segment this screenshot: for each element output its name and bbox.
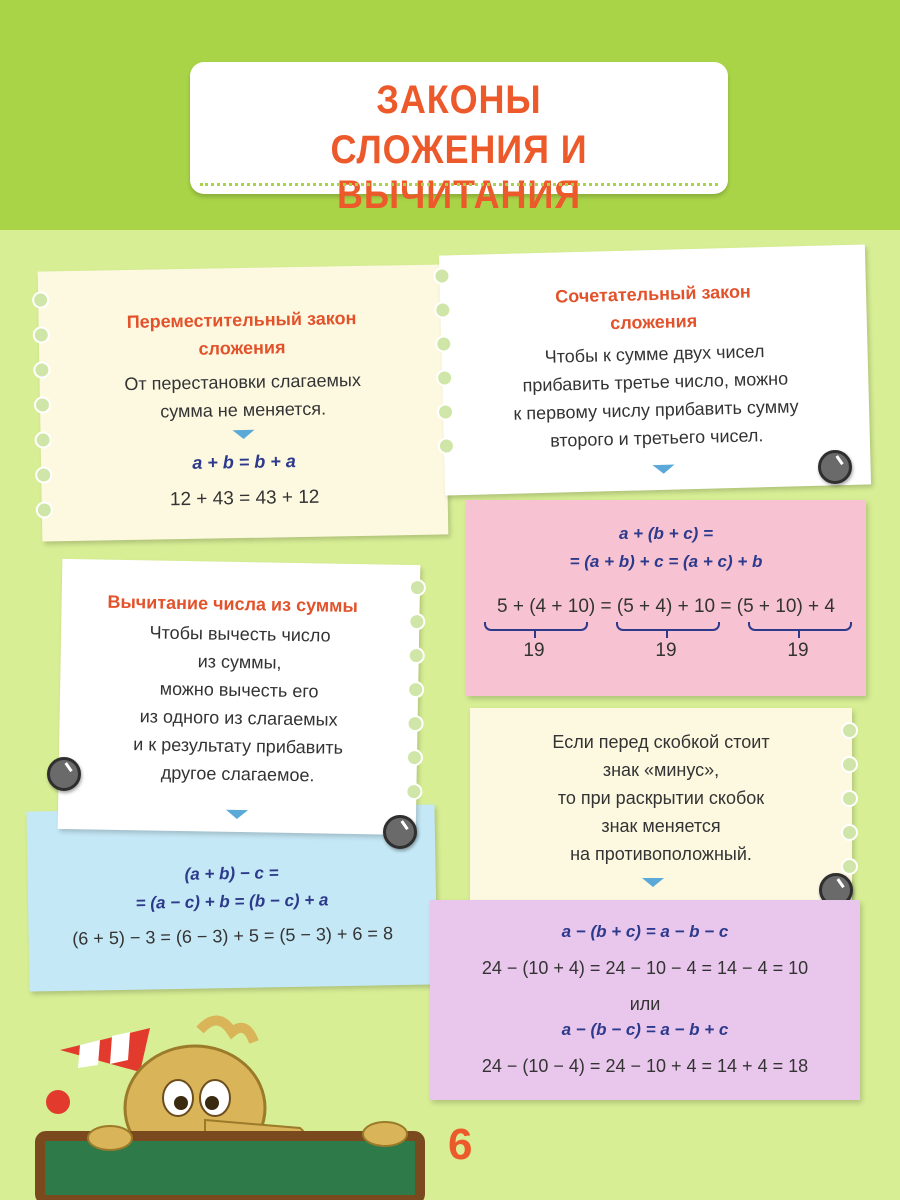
associative-text-line: прибавить третье число, можно bbox=[522, 368, 789, 396]
subtraction-example: (6 + 5) − 3 = (6 − 3) + 5 = (5 − 3) + 6 = 8 bbox=[72, 923, 394, 949]
pushpin-icon bbox=[383, 815, 417, 849]
pushpin-icon bbox=[818, 450, 852, 484]
associative-text-line: Чтобы к сумме двух чисел bbox=[544, 341, 765, 367]
associative-formula-card bbox=[466, 500, 866, 696]
commutative-text-line: сумма не меняется. bbox=[160, 398, 327, 422]
down-arrow-icon bbox=[642, 878, 664, 887]
title-dotted-border bbox=[200, 183, 718, 186]
down-arrow-icon bbox=[652, 465, 674, 475]
brackets-text-line: Если перед скобкой стоит bbox=[552, 732, 770, 752]
mascot-hair bbox=[200, 1020, 254, 1042]
down-arrow-icon bbox=[226, 810, 248, 819]
or-label: или bbox=[629, 994, 661, 1014]
title-box bbox=[190, 62, 728, 217]
result-value: 19 bbox=[655, 640, 677, 661]
commutative-heading-line2: сложения bbox=[198, 337, 286, 359]
brackets-text-line: на противоположный. bbox=[570, 844, 752, 864]
commutative-formula: a + b = b + a bbox=[192, 451, 296, 473]
underbrace-tick bbox=[798, 630, 800, 638]
associative-heading-line1: Сочетательный закон bbox=[554, 281, 752, 307]
page-title-line2: СЛОЖЕНИЯ И ВЫЧИТАНИЯ bbox=[330, 128, 588, 217]
brackets-formula1: a − (b + c) = a − b − c bbox=[561, 922, 729, 941]
associative-text-line: второго и третьего чисел. bbox=[549, 425, 764, 451]
subtraction-text-line: и к результату прибавить bbox=[133, 734, 344, 758]
mascot-hat-stripe bbox=[110, 1032, 130, 1064]
underbrace bbox=[748, 622, 852, 631]
brackets-example1: 24 − (10 + 4) = 24 − 10 − 4 = 14 − 4 = 10 bbox=[481, 958, 809, 978]
mascot-hand bbox=[363, 1122, 407, 1146]
result-value: 19 bbox=[787, 640, 809, 661]
commutative-text-line: От перестановки слагаемых bbox=[124, 369, 362, 395]
pushpin-icon bbox=[47, 757, 81, 791]
associative-heading-line2: сложения bbox=[610, 310, 698, 334]
mascot-pupil bbox=[205, 1096, 219, 1110]
subtraction-text-line: из одного из слагаемых bbox=[139, 706, 338, 730]
page-number: 6 bbox=[448, 1120, 473, 1169]
underbrace bbox=[484, 622, 588, 631]
brackets-formula-card bbox=[430, 900, 860, 1100]
subtraction-heading: Вычитание числа из суммы bbox=[107, 591, 358, 617]
mascot-hat bbox=[60, 1028, 150, 1072]
mascot-hat-pompom bbox=[46, 1090, 70, 1114]
brackets-text-line: знак меняется bbox=[601, 816, 721, 836]
associative-formula-line1: a + (b + c) = bbox=[618, 524, 713, 543]
brackets-formula2: a − (b − c) = a − b + c bbox=[561, 1020, 729, 1039]
result-value: 19 bbox=[523, 640, 545, 661]
brackets-text-line: то при раскрытии скобок bbox=[557, 788, 765, 808]
mascot-hat-stripe bbox=[78, 1040, 100, 1068]
mascot-illustration bbox=[0, 1010, 440, 1200]
notebook-ring bbox=[433, 267, 450, 284]
notebook-ring bbox=[409, 579, 426, 596]
associative-law-card bbox=[439, 244, 871, 495]
associative-example: 5 + (4 + 10) = (5 + 4) + 10 = (5 + 10) + 4 bbox=[497, 596, 835, 617]
down-arrow-icon bbox=[232, 430, 254, 439]
brackets-example2: 24 − (10 − 4) = 24 − 10 + 4 = 14 + 4 = 18 bbox=[481, 1056, 809, 1076]
mascot-pupil bbox=[174, 1096, 188, 1110]
commutative-example: 12 + 43 = 43 + 12 bbox=[169, 486, 320, 511]
subtraction-text-line: Чтобы вычесть число bbox=[149, 622, 331, 646]
commutative-heading-line1: Переместительный закон bbox=[126, 308, 357, 333]
associative-formula-line2: = (a + b) + c = (a + c) + b bbox=[569, 552, 763, 571]
underbrace-tick bbox=[666, 630, 668, 638]
underbrace-tick bbox=[534, 630, 536, 638]
brackets-text-line: знак «минус», bbox=[602, 760, 720, 780]
page-title-line1: ЗАКОНЫ bbox=[376, 78, 542, 122]
subtraction-text-line: из суммы, bbox=[197, 651, 282, 673]
subtraction-text-line: другое слагаемое. bbox=[160, 762, 315, 786]
brackets-rule-card bbox=[470, 708, 852, 904]
subtraction-formula-line1: (a + b) − c = bbox=[184, 863, 279, 884]
mascot-hand bbox=[88, 1126, 132, 1150]
underbrace bbox=[616, 622, 720, 631]
notebook-ring bbox=[34, 431, 51, 448]
subtraction-law-card bbox=[58, 559, 421, 835]
notebook-ring bbox=[32, 291, 49, 308]
commutative-law-card bbox=[38, 264, 449, 541]
subtraction-formula-line2: = (a − c) + b = (b − c) + a bbox=[135, 890, 329, 913]
associative-text-line: к первому числу прибавить сумму bbox=[513, 396, 799, 424]
subtraction-text-line: можно вычесть его bbox=[159, 678, 319, 702]
